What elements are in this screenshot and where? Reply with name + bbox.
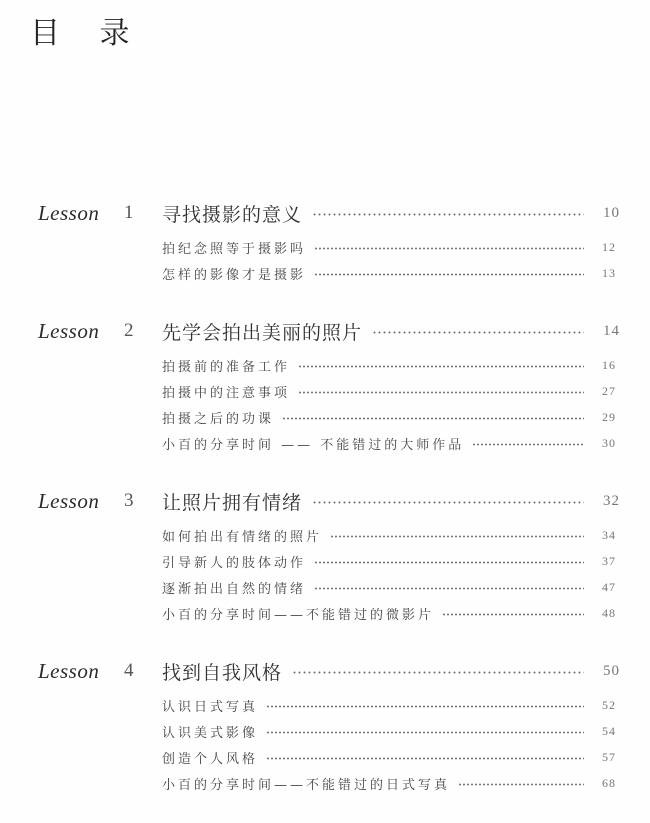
item-page-number: 13	[602, 265, 616, 280]
chapter-entry	[0, 200, 650, 226]
lesson-section	[0, 200, 650, 286]
chapter-entry	[0, 658, 650, 684]
dot-leader	[312, 501, 584, 504]
dot-leader	[314, 561, 584, 564]
dot-leader	[266, 705, 584, 708]
dot-leader	[330, 535, 584, 538]
item-title: 引导新人的肢体动作	[162, 555, 307, 571]
item-title: 小百的分享时间——不能错过的日式写真	[162, 777, 451, 793]
chapter-page-number: 32	[603, 492, 620, 509]
dot-leader	[298, 391, 584, 394]
item-page-number: 57	[602, 749, 616, 764]
dot-leader	[292, 671, 584, 674]
lesson-section	[0, 658, 650, 796]
lesson-label: Lesson	[38, 318, 100, 343]
item-title: 创造个人风格	[162, 751, 259, 767]
item-title: 拍摄前的准备工作	[162, 359, 291, 375]
dot-leader	[472, 443, 584, 446]
toc-item	[0, 574, 650, 600]
item-title: 如何拍出有情绪的照片	[162, 529, 323, 545]
toc-item	[0, 692, 650, 718]
chapter-entry	[0, 488, 650, 514]
chapter-title: 找到自我风格	[162, 661, 283, 684]
chapter-entry	[0, 318, 650, 344]
item-title: 拍摄中的注意事项	[162, 385, 291, 401]
chapter-title: 让照片拥有情绪	[162, 491, 303, 514]
lesson-number: 2	[124, 320, 134, 341]
dot-leader	[266, 757, 584, 760]
lesson-section	[0, 318, 650, 456]
item-title: 拍纪念照等于摄影吗	[162, 241, 307, 257]
toc-item	[0, 548, 650, 574]
item-page-number: 29	[602, 409, 616, 424]
chapter-title: 寻找摄影的意义	[162, 203, 303, 226]
dot-leader	[442, 613, 584, 616]
item-title: 怎样的影像才是摄影	[162, 267, 307, 283]
item-page-number: 12	[602, 239, 616, 254]
toc-item	[0, 770, 650, 796]
item-page-number: 54	[602, 723, 616, 738]
dot-leader	[314, 247, 584, 250]
dot-leader	[372, 331, 584, 334]
item-page-number: 68	[602, 775, 616, 790]
toc-item	[0, 404, 650, 430]
item-page-number: 16	[602, 357, 616, 372]
dot-leader	[314, 273, 584, 276]
dot-leader	[282, 417, 584, 420]
dot-leader	[298, 365, 584, 368]
item-page-number: 30	[602, 435, 616, 450]
item-page-number: 37	[602, 553, 616, 568]
toc-item	[0, 600, 650, 626]
lesson-label: Lesson	[38, 200, 100, 225]
lesson-label: Lesson	[38, 658, 100, 683]
item-page-number: 34	[602, 527, 616, 542]
chapter-page-number: 50	[603, 662, 620, 679]
toc-item	[0, 430, 650, 456]
item-page-number: 48	[602, 605, 616, 620]
item-title: 认识日式写真	[162, 699, 259, 715]
lesson-label: Lesson	[38, 488, 100, 513]
chapter-page-number: 14	[603, 322, 620, 339]
item-title: 逐渐拍出自然的情绪	[162, 581, 307, 597]
toc-item	[0, 718, 650, 744]
toc-item	[0, 744, 650, 770]
item-page-number: 27	[602, 383, 616, 398]
lesson-number: 4	[124, 660, 134, 681]
lesson-number: 3	[124, 490, 134, 511]
item-title: 认识美式影像	[162, 725, 259, 741]
chapter-title: 先学会拍出美丽的照片	[162, 321, 363, 344]
dot-leader	[314, 587, 584, 590]
toc-item	[0, 522, 650, 548]
lesson-section	[0, 488, 650, 626]
dot-leader	[312, 213, 584, 216]
item-title: 小百的分享时间 —— 不能错过的大师作品	[162, 437, 465, 453]
toc-item	[0, 352, 650, 378]
table-of-contents	[0, 200, 650, 823]
toc-item	[0, 260, 650, 286]
dot-leader	[458, 783, 584, 786]
page-title: 目 录	[30, 16, 130, 51]
dot-leader	[266, 731, 584, 734]
lesson-number: 1	[124, 202, 134, 223]
toc-item	[0, 378, 650, 404]
toc-item	[0, 234, 650, 260]
chapter-page-number: 10	[603, 204, 620, 221]
item-title: 拍摄之后的功课	[162, 411, 275, 427]
item-title: 小百的分享时间——不能错过的微影片	[162, 607, 435, 623]
item-page-number: 52	[602, 697, 616, 712]
item-page-number: 47	[602, 579, 616, 594]
